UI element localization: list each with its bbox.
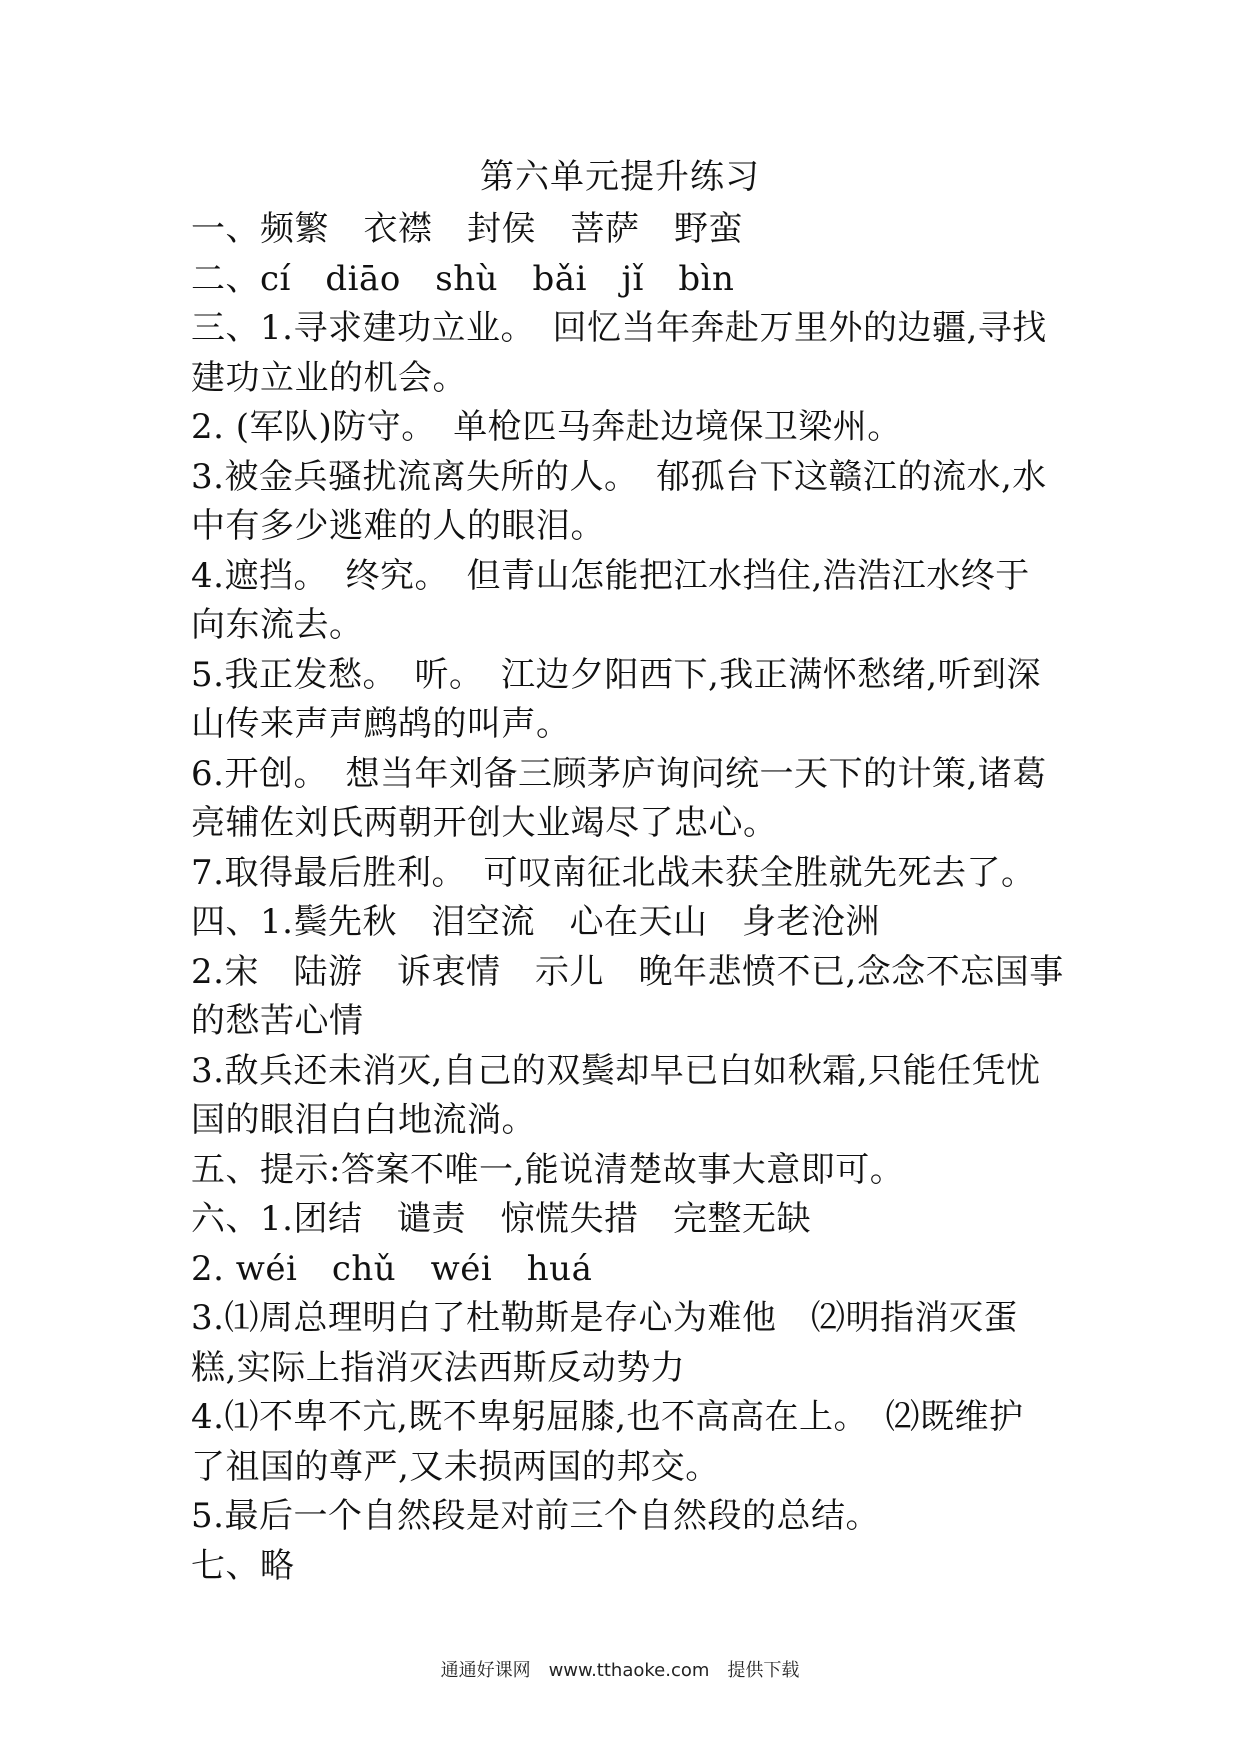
page-footer: 通通好课网 www.tthaoke.com 提供下载 <box>440 1660 800 1681</box>
answer-line: 3.⑴周总理明白了杜勒斯是存心为难他 ⑵明指消灭蛋 <box>191 1298 1018 1338</box>
answer-content <box>191 205 1064 1591</box>
answer-line: 五、提示:答案不唯一,能说清楚故事大意即可。 <box>191 1149 905 1190</box>
answer-line: 5.最后一个自然段是对前三个自然段的总结。 <box>191 1496 880 1536</box>
page-title: 第六单元提升练习 <box>480 157 760 197</box>
answer-line: 糕,实际上指消灭法西斯反动势力 <box>191 1347 686 1388</box>
answer-line: 5.我正发愁。 听。 江边夕阳西下,我正满怀愁绪,听到深 <box>191 654 1042 695</box>
answer-line: 了祖国的尊严,又未损两国的邦交。 <box>191 1446 720 1487</box>
answer-line: 国的眼泪白白地流淌。 <box>191 1100 536 1140</box>
answer-line: 2. wéi chǔ wéi huá <box>191 1248 593 1289</box>
answer-line: 向东流去。 <box>191 605 364 645</box>
answer-line: 7.取得最后胜利。 可叹南征北战未获全胜就先死去了。 <box>191 852 1036 893</box>
answer-line: 3.被金兵骚扰流离失所的人。 郁孤台下这赣江的流水,水 <box>191 456 1047 497</box>
answer-line: 二、cí diāo shù bǎi jǐ bìn <box>191 258 735 299</box>
answer-line: 山传来声声鹧鸪的叫声。 <box>191 704 571 744</box>
answer-line: 4.⑴不卑不亢,既不卑躬屈膝,也不高高在上。 ⑵既维护 <box>191 1397 1024 1437</box>
answer-line: 建功立业的机会。 <box>191 357 467 398</box>
answer-line: 4.遮挡。 终究。 但青山怎能把江水挡住,浩浩江水终于 <box>191 555 1030 596</box>
answer-line: 的愁苦心情 <box>191 1001 364 1041</box>
answer-line: 3.敌兵还未消灭,自己的双鬓却早已白如秋霜,只能任凭忧 <box>191 1050 1041 1091</box>
answer-line: 6.开创。 想当年刘备三顾茅庐询问统一天下的计策,诸葛 <box>191 753 1047 794</box>
answer-line: 七、略 <box>191 1545 295 1586</box>
answer-line: 2.宋 陆游 诉衷情 示儿 晚年悲愤不已,念念不忘国事 <box>191 951 1064 992</box>
answer-line: 一、频繁 衣襟 封侯 菩萨 野蛮 <box>191 209 743 249</box>
answer-line: 三、1.寻求建功立业。 回忆当年奔赴万里外的边疆,寻找 <box>191 308 1047 348</box>
answer-line: 六、1.团结 谴责 惊慌失措 完整无缺 <box>191 1199 811 1239</box>
answer-line: 2. (军队)防守。 单枪匹马奔赴边境保卫梁州。 <box>191 407 902 447</box>
answer-line: 四、1.鬓先秋 泪空流 心在天山 身老沧洲 <box>191 902 880 942</box>
answer-line: 亮辅佐刘氏两朝开创大业竭尽了忠心。 <box>191 803 778 843</box>
answer-line: 中有多少逃难的人的眼泪。 <box>191 506 605 546</box>
